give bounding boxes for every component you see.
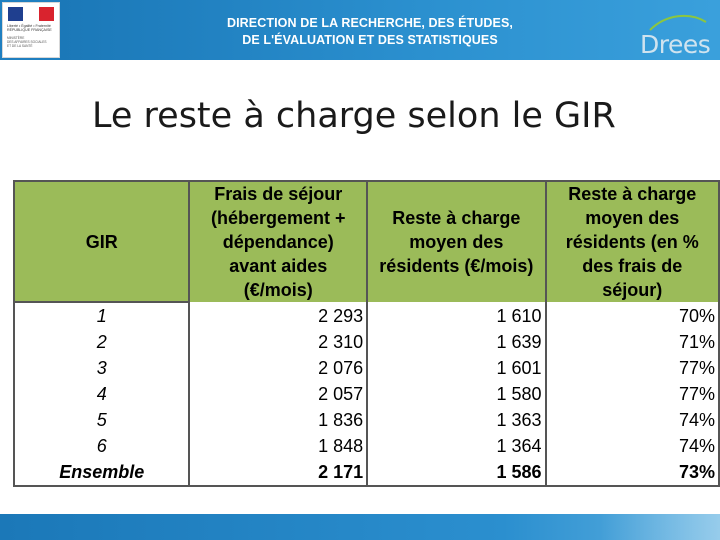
cell-frais: 1 848	[189, 433, 367, 459]
ministry-motto: Liberté • Égalité • Fraternité	[7, 24, 51, 28]
cell-reste: 1 363	[367, 407, 545, 433]
header-frais-line: Frais de séjour	[214, 184, 343, 204]
cell-frais: 2 310	[189, 329, 367, 355]
header-gir-text: GIR	[85, 231, 118, 252]
table-row	[14, 302, 719, 329]
cell-pct: 74%	[546, 433, 719, 459]
footer-band	[0, 514, 720, 540]
header-frais-line: avant aides	[229, 256, 328, 276]
header-frais	[189, 181, 367, 302]
header-title-line-2: DE L'ÉVALUATION ET DES STATISTIQUES	[242, 33, 498, 47]
cell-reste: 1 639	[367, 329, 545, 355]
cell-frais: 2 171	[189, 459, 367, 486]
cell-pct: 74%	[546, 407, 719, 433]
table-row	[14, 355, 719, 381]
table-header-row	[14, 181, 719, 302]
header-pct-line: résidents (en %	[565, 232, 699, 252]
table-row	[14, 329, 719, 355]
ministry-logo	[2, 2, 60, 58]
cell-reste: 1 601	[367, 355, 545, 381]
cell-pct: 77%	[546, 355, 719, 381]
cell-frais: 2 293	[189, 302, 367, 329]
header-reste-line: moyen des	[409, 232, 504, 252]
header-pct-line: des frais de	[582, 256, 683, 276]
header-title-line-1: DIRECTION DE LA RECHERCHE, DES ÉTUDES,	[226, 16, 513, 30]
cell-frais: 1 836	[189, 407, 367, 433]
header-reste	[367, 181, 545, 302]
cell-gir: 3	[14, 355, 189, 381]
cell-pct: 77%	[546, 381, 719, 407]
header-title	[175, 15, 565, 49]
table-row	[14, 407, 719, 433]
ministry-line-2: DES AFFAIRES SOCIALES	[7, 39, 47, 44]
cell-pct: 73%	[546, 459, 719, 486]
cell-reste: 1 364	[367, 433, 545, 459]
cell-gir: Ensemble	[14, 459, 189, 486]
cell-gir: 5	[14, 407, 189, 433]
cell-frais: 2 057	[189, 381, 367, 407]
header-pct	[546, 181, 719, 302]
footer-fade	[600, 514, 720, 540]
cell-reste: 1 586	[367, 459, 545, 486]
cell-reste: 1 580	[367, 381, 545, 407]
table-row	[14, 381, 719, 407]
cell-pct: 70%	[546, 302, 719, 329]
cell-gir: 1	[14, 302, 189, 329]
header-pct-line: séjour)	[602, 280, 663, 300]
header-frais-line: (€/mois)	[243, 280, 313, 300]
cell-reste: 1 610	[367, 302, 545, 329]
header-gir	[14, 181, 189, 302]
ministry-republic: RÉPUBLIQUE FRANÇAISE	[7, 28, 52, 33]
table-row	[14, 433, 719, 459]
header-frais-line: dépendance)	[222, 232, 334, 252]
cell-gir: 6	[14, 433, 189, 459]
cell-gir: 2	[14, 329, 189, 355]
cell-gir: 4	[14, 381, 189, 407]
cell-frais: 2 076	[189, 355, 367, 381]
table-row-total	[14, 459, 719, 486]
header-pct-line: Reste à charge	[568, 184, 697, 204]
page-title: Le reste à charge selon le GIR	[92, 96, 616, 136]
ministry-line-1: MINISTÈRE	[7, 36, 25, 40]
ministry-line-3: ET DE LA SANTÉ	[7, 43, 33, 48]
header-banner	[0, 0, 720, 60]
ministry-name-text	[7, 37, 55, 48]
header-reste-line: Reste à charge	[392, 208, 521, 228]
gir-table	[13, 180, 720, 487]
logo-arc-icon	[648, 10, 708, 32]
header-frais-line: (hébergement +	[211, 208, 346, 228]
header-reste-line: résidents (€/mois)	[379, 256, 534, 276]
ministry-republic-text	[7, 24, 55, 32]
header-pct-line: moyen des	[585, 208, 680, 228]
french-flag-icon	[8, 7, 54, 21]
drees-logo	[636, 24, 720, 58]
logo-text: Drees	[640, 30, 711, 59]
cell-pct: 71%	[546, 329, 719, 355]
